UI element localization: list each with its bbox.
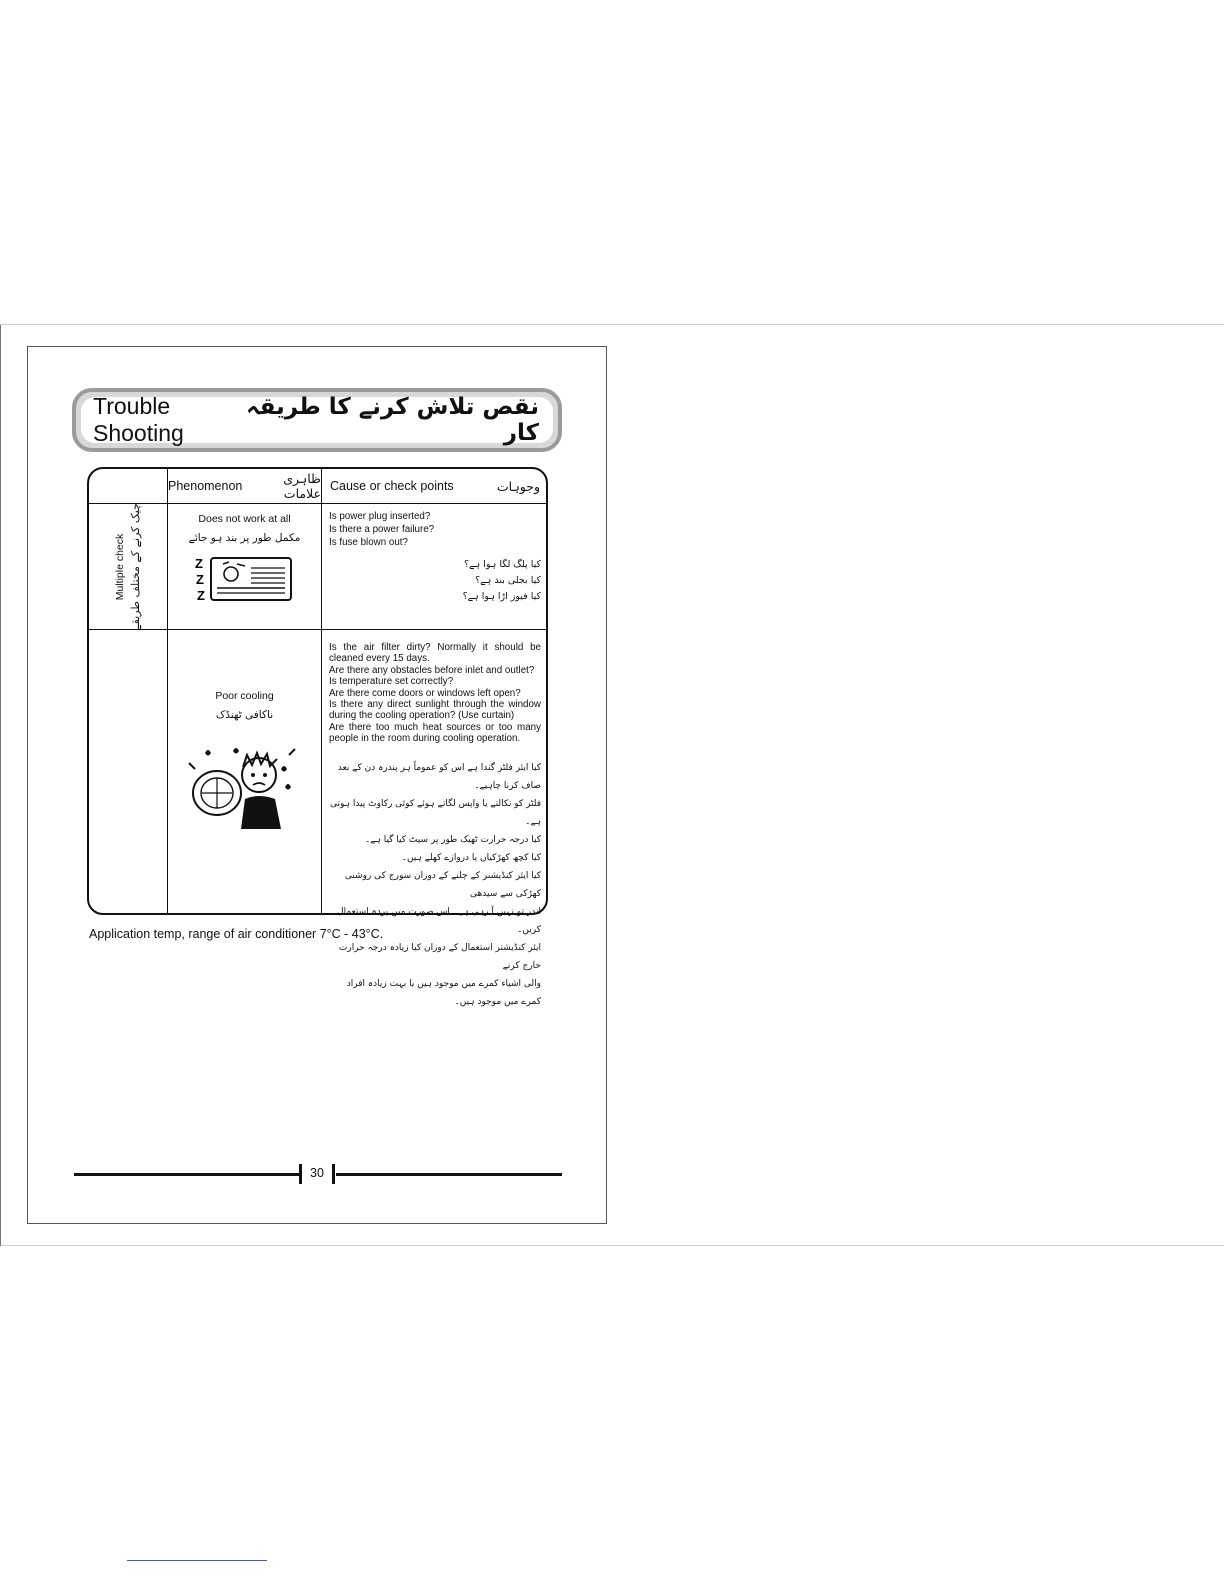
footer-rule-left xyxy=(74,1173,299,1176)
footer-tick-right xyxy=(332,1164,335,1184)
phenomenon-cell-no-work xyxy=(168,504,321,629)
phenomenon-ur: ناکافی ٹھنڈک xyxy=(215,709,274,721)
sweating-person-with-fan-icon xyxy=(185,739,305,831)
cause-item-en: Is there a power failure? xyxy=(329,524,435,535)
title-urdu: نقص تلاش کرنے کا طریقہ کار xyxy=(246,394,539,446)
sleeping-air-conditioner-icon xyxy=(193,552,297,606)
cause-item-ur: کیا پلگ لگا ہوا ہے؟ xyxy=(464,559,541,570)
side-label xyxy=(89,504,167,629)
application-temp-note: Application temp, range of air conditioner 7°C - 43°C. xyxy=(89,927,384,941)
phenomenon-cell-poor-cooling xyxy=(168,630,321,915)
cause-item-en: Is the air filter dirty? Normally it should be cleaned every 15 days. xyxy=(329,642,541,665)
scan-band-top-line xyxy=(0,324,1224,325)
title-english: Trouble Shooting xyxy=(93,393,184,446)
header-cause-en: Cause or check points xyxy=(330,479,454,493)
cause-item-ur: کیا ایئر فلٹر گندا ہے اس کو عموماً ہر پندرہ دن کے بعد صاف کرنا چاہیے۔ xyxy=(337,762,541,791)
cause-item-en: Is temperature set correctly? xyxy=(329,676,454,688)
cause-item-ur: کیا کچھ کھڑکیاں یا دروازے کھلے ہیں۔ xyxy=(401,852,541,863)
manual-page xyxy=(27,346,607,1224)
page-number: 30 xyxy=(310,1166,324,1180)
cause-item-ur: اندر تو نہیں آ رہی ہے۔ اس صورت میں پردہ استعمال کریں۔ xyxy=(337,906,541,935)
cause-item-en: Are there come doors or windows left open? xyxy=(329,687,521,699)
svg-text:Z: Z xyxy=(196,588,205,603)
svg-text:Z: Z xyxy=(194,556,203,571)
side-label-ur: چیک کرنے کے مختلف طریقے xyxy=(129,502,142,631)
column-divider xyxy=(321,469,322,913)
cause-item-en: Is there any direct sunlight through the window during the cooling operation? (Use curtain) xyxy=(329,699,541,722)
header-cause-ur: وجوہات xyxy=(496,478,540,494)
cause-item-en: Is power plug inserted? xyxy=(329,511,431,522)
cause-item-ur: کیا بجلی بند ہے؟ xyxy=(475,575,541,586)
scan-band-bottom-line xyxy=(0,1245,1224,1246)
link-underline xyxy=(127,1560,267,1561)
header-cause xyxy=(322,469,548,503)
phenomenon-en: Poor cooling xyxy=(215,690,274,702)
phenomenon-ur: مکمل طور پر بند ہو جائے xyxy=(188,532,301,544)
cause-cell-poor-cooling xyxy=(329,642,541,1011)
cause-item-ur: کیا فیوز اڑا ہوا ہے؟ xyxy=(462,591,541,602)
scan-band-left-edge xyxy=(0,325,1,1246)
cause-item-ur: کیا ایئر کنڈیشنر کے چلنے کے دوران سورج کی روشنی کھڑکی سے سیدھی xyxy=(344,870,541,899)
side-label-en: Multiple check xyxy=(114,533,126,600)
phenomenon-en: Does not work at all xyxy=(198,513,291,525)
cause-item-ur: والی اشیاء کمرے میں موجود ہیں یا بہت زیادہ افراد کمرے میں موجود ہیں۔ xyxy=(346,978,541,1007)
cause-item-ur: فلٹر کو نکالتے یا واپس لگاتے ہوئے کوئی رکاوٹ پیدا ہوتی ہے۔ xyxy=(330,798,541,827)
cause-item-ur: کیا درجہ حرارت ٹھیک طور پر سیٹ کیا گیا ہے۔ xyxy=(365,834,541,845)
cause-item-ur: ایئر کنڈیشنر استعمال کے دوران کیا زیادہ درجہ حرارت خارج کرنے xyxy=(338,942,541,971)
footer-rule-right xyxy=(336,1173,562,1176)
svg-text:Z: Z xyxy=(195,572,204,587)
header-phenomenon xyxy=(168,469,321,503)
header-phenomenon-en: Phenomenon xyxy=(168,479,243,493)
cause-cell-no-work xyxy=(329,510,541,605)
cause-item-en: Is fuse blown out? xyxy=(329,537,408,548)
cause-item-en: Are there too much heat sources or too many people in the room during cooling operation. xyxy=(329,721,541,745)
cause-item-en: Are there any obstacles before inlet and outlet? xyxy=(329,664,535,676)
header-phenomenon-ur: ظاہری علامات xyxy=(283,471,321,501)
title-banner xyxy=(72,388,562,452)
